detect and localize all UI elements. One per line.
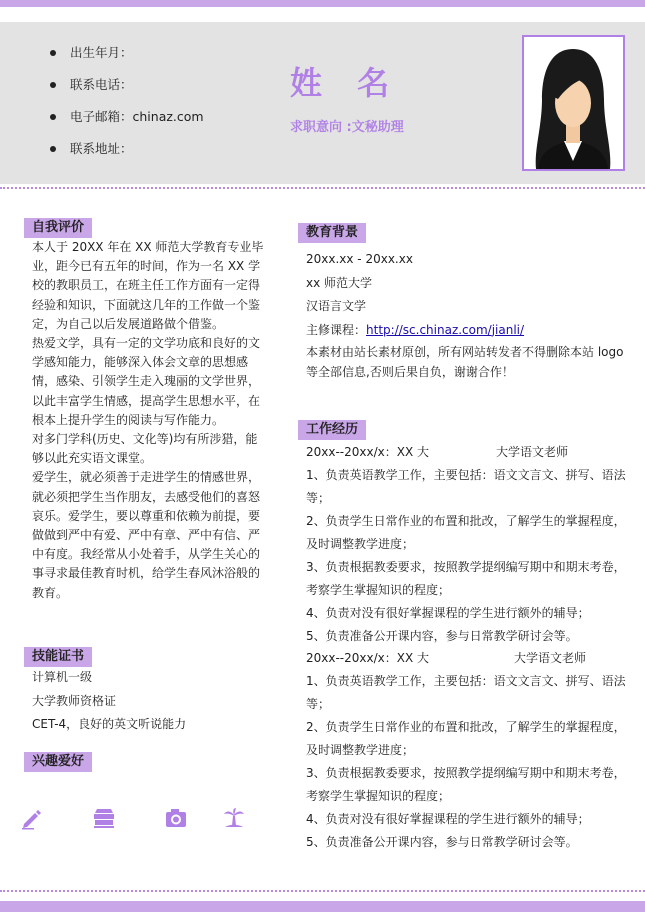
- education-school: xx 师范大学: [306, 275, 373, 290]
- portrait-icon: [524, 37, 623, 169]
- self-eval-paragraph: 对多门学科(历史、文化等)均有所涉猎，能够以此充实语文课堂。: [32, 432, 258, 466]
- job-duty: 4、负责对没有很好掌握课程的学生进行额外的辅导；: [306, 812, 590, 826]
- camera-icon: [164, 806, 188, 830]
- job-duty: 1、负责英语教学工作，主要包括：语文文言文、拼写、语法等；: [306, 674, 626, 711]
- job-entry: [306, 647, 628, 854]
- education-major: 汉语言文学: [306, 299, 367, 313]
- avatar: [522, 35, 625, 171]
- pencil-icon: [20, 806, 44, 830]
- books-icon: [92, 806, 116, 830]
- top-accent-bar: [0, 0, 645, 7]
- self-eval-paragraph: 爱学生，就必须善于走进学生的情感世界，就必须把学生当作朋友，去感受他们的喜怒哀乐。爱学生，要以尊重和依赖为前提，要做做到严中有爱、严中有章、严中有信、严中有度。我经常从小处着手，从学生关心的事寻求最佳教育时机，给学生春风沐浴般的教育。: [32, 470, 261, 600]
- skill-item: 大学教师资格证: [32, 693, 117, 708]
- contact-phone: 联系电话：: [50, 76, 204, 108]
- section-title-self-eval: 自我评价: [24, 218, 92, 238]
- contact-birth: 出生年月：: [50, 44, 204, 76]
- job-duty: 4、负责对没有很好掌握课程的学生进行额外的辅导；: [306, 606, 590, 620]
- footer-divider: [0, 890, 645, 892]
- contact-email: 电子邮箱：chinaz.com: [50, 108, 204, 140]
- section-title-skills: 技能证书: [24, 647, 92, 667]
- job-duty: 2、负责学生日常作业的布置和批改，了解学生的掌握程度，及时调整教学进度；: [306, 514, 626, 551]
- self-eval-text: [32, 238, 264, 603]
- skill-item: 计算机一级: [32, 670, 93, 684]
- courses-link[interactable]: http://sc.chinaz.com/jianli/: [366, 322, 525, 337]
- contact-address: 联系地址：: [50, 140, 204, 172]
- education-period: 20xx.xx - 20xx.xx: [306, 252, 413, 266]
- section-title-work: 工作经历: [298, 420, 366, 440]
- skills-list: [32, 666, 264, 737]
- self-eval-paragraph: 热爱文学，具有一定的文学功底和良好的文学感知能力，能够深入体会文章的思想感情，感染、引领学生走入瑰丽的文学世界，以此丰富学生情感，提高学生思想水平，在根本上提升学生的阅读与写作能力。: [32, 336, 261, 427]
- education-courses: [306, 319, 626, 343]
- skill-item: CET-4，良好的英文听说能力: [32, 717, 187, 731]
- job-duty: 5、负责准备公开课内容，参与日常教学研讨会等。: [306, 629, 578, 643]
- section-title-hobbies: 兴趣爱好: [24, 752, 92, 772]
- courses-label: 主修课程：: [306, 322, 367, 337]
- candidate-name: 姓 名: [290, 64, 402, 102]
- job-intent: 求职意向 :文秘助理: [290, 120, 404, 135]
- job-duty: 2、负责学生日常作业的布置和批改，了解学生的掌握程度，及时调整教学进度；: [306, 720, 626, 757]
- self-eval-paragraph: 本人于 20XX 年在 XX 师范大学教育专业毕业，距今已有五年的时间，作为一名 XX 学校的教职员工，在班主任工作方面有一定得经验和知识，下面就这几年的工作做一个鉴定，为自己以后发展道路做个借鉴。: [32, 240, 264, 331]
- job-header: [306, 441, 628, 464]
- bottom-accent-bar: [0, 901, 645, 912]
- contact-list: [50, 44, 204, 172]
- island-icon: [222, 806, 246, 830]
- job-period: 20xx--20xx/x：XX 大: [306, 445, 430, 459]
- job-duty: 5、负责准备公开课内容，参与日常教学研讨会等。: [306, 835, 578, 849]
- education-details: [306, 248, 626, 342]
- section-title-education: 教育背景: [298, 223, 366, 243]
- job-period: 20xx--20xx/x：XX 大: [306, 651, 430, 665]
- job-role: 大学语文老师: [495, 445, 568, 459]
- header-divider: [0, 187, 645, 189]
- education-notice: 本素材由站长素材原创，所有网站转发者不得删除本站 logo 等全部信息,否则后果自负，谢谢合作！: [306, 345, 624, 379]
- job-header: [306, 647, 628, 670]
- job-duty: 3、负责根据教委要求，按照教学提纲编写期中和期末考卷，考察学生掌握知识的程度；: [306, 560, 626, 597]
- job-duty: 1、负责英语教学工作，主要包括：语文文言文、拼写、语法等；: [306, 468, 626, 505]
- job-duty: 3、负责根据教委要求，按照教学提纲编写期中和期末考卷，考察学生掌握知识的程度；: [306, 766, 626, 803]
- job-entry: [306, 441, 628, 648]
- job-role: 大学语文老师: [513, 651, 586, 665]
